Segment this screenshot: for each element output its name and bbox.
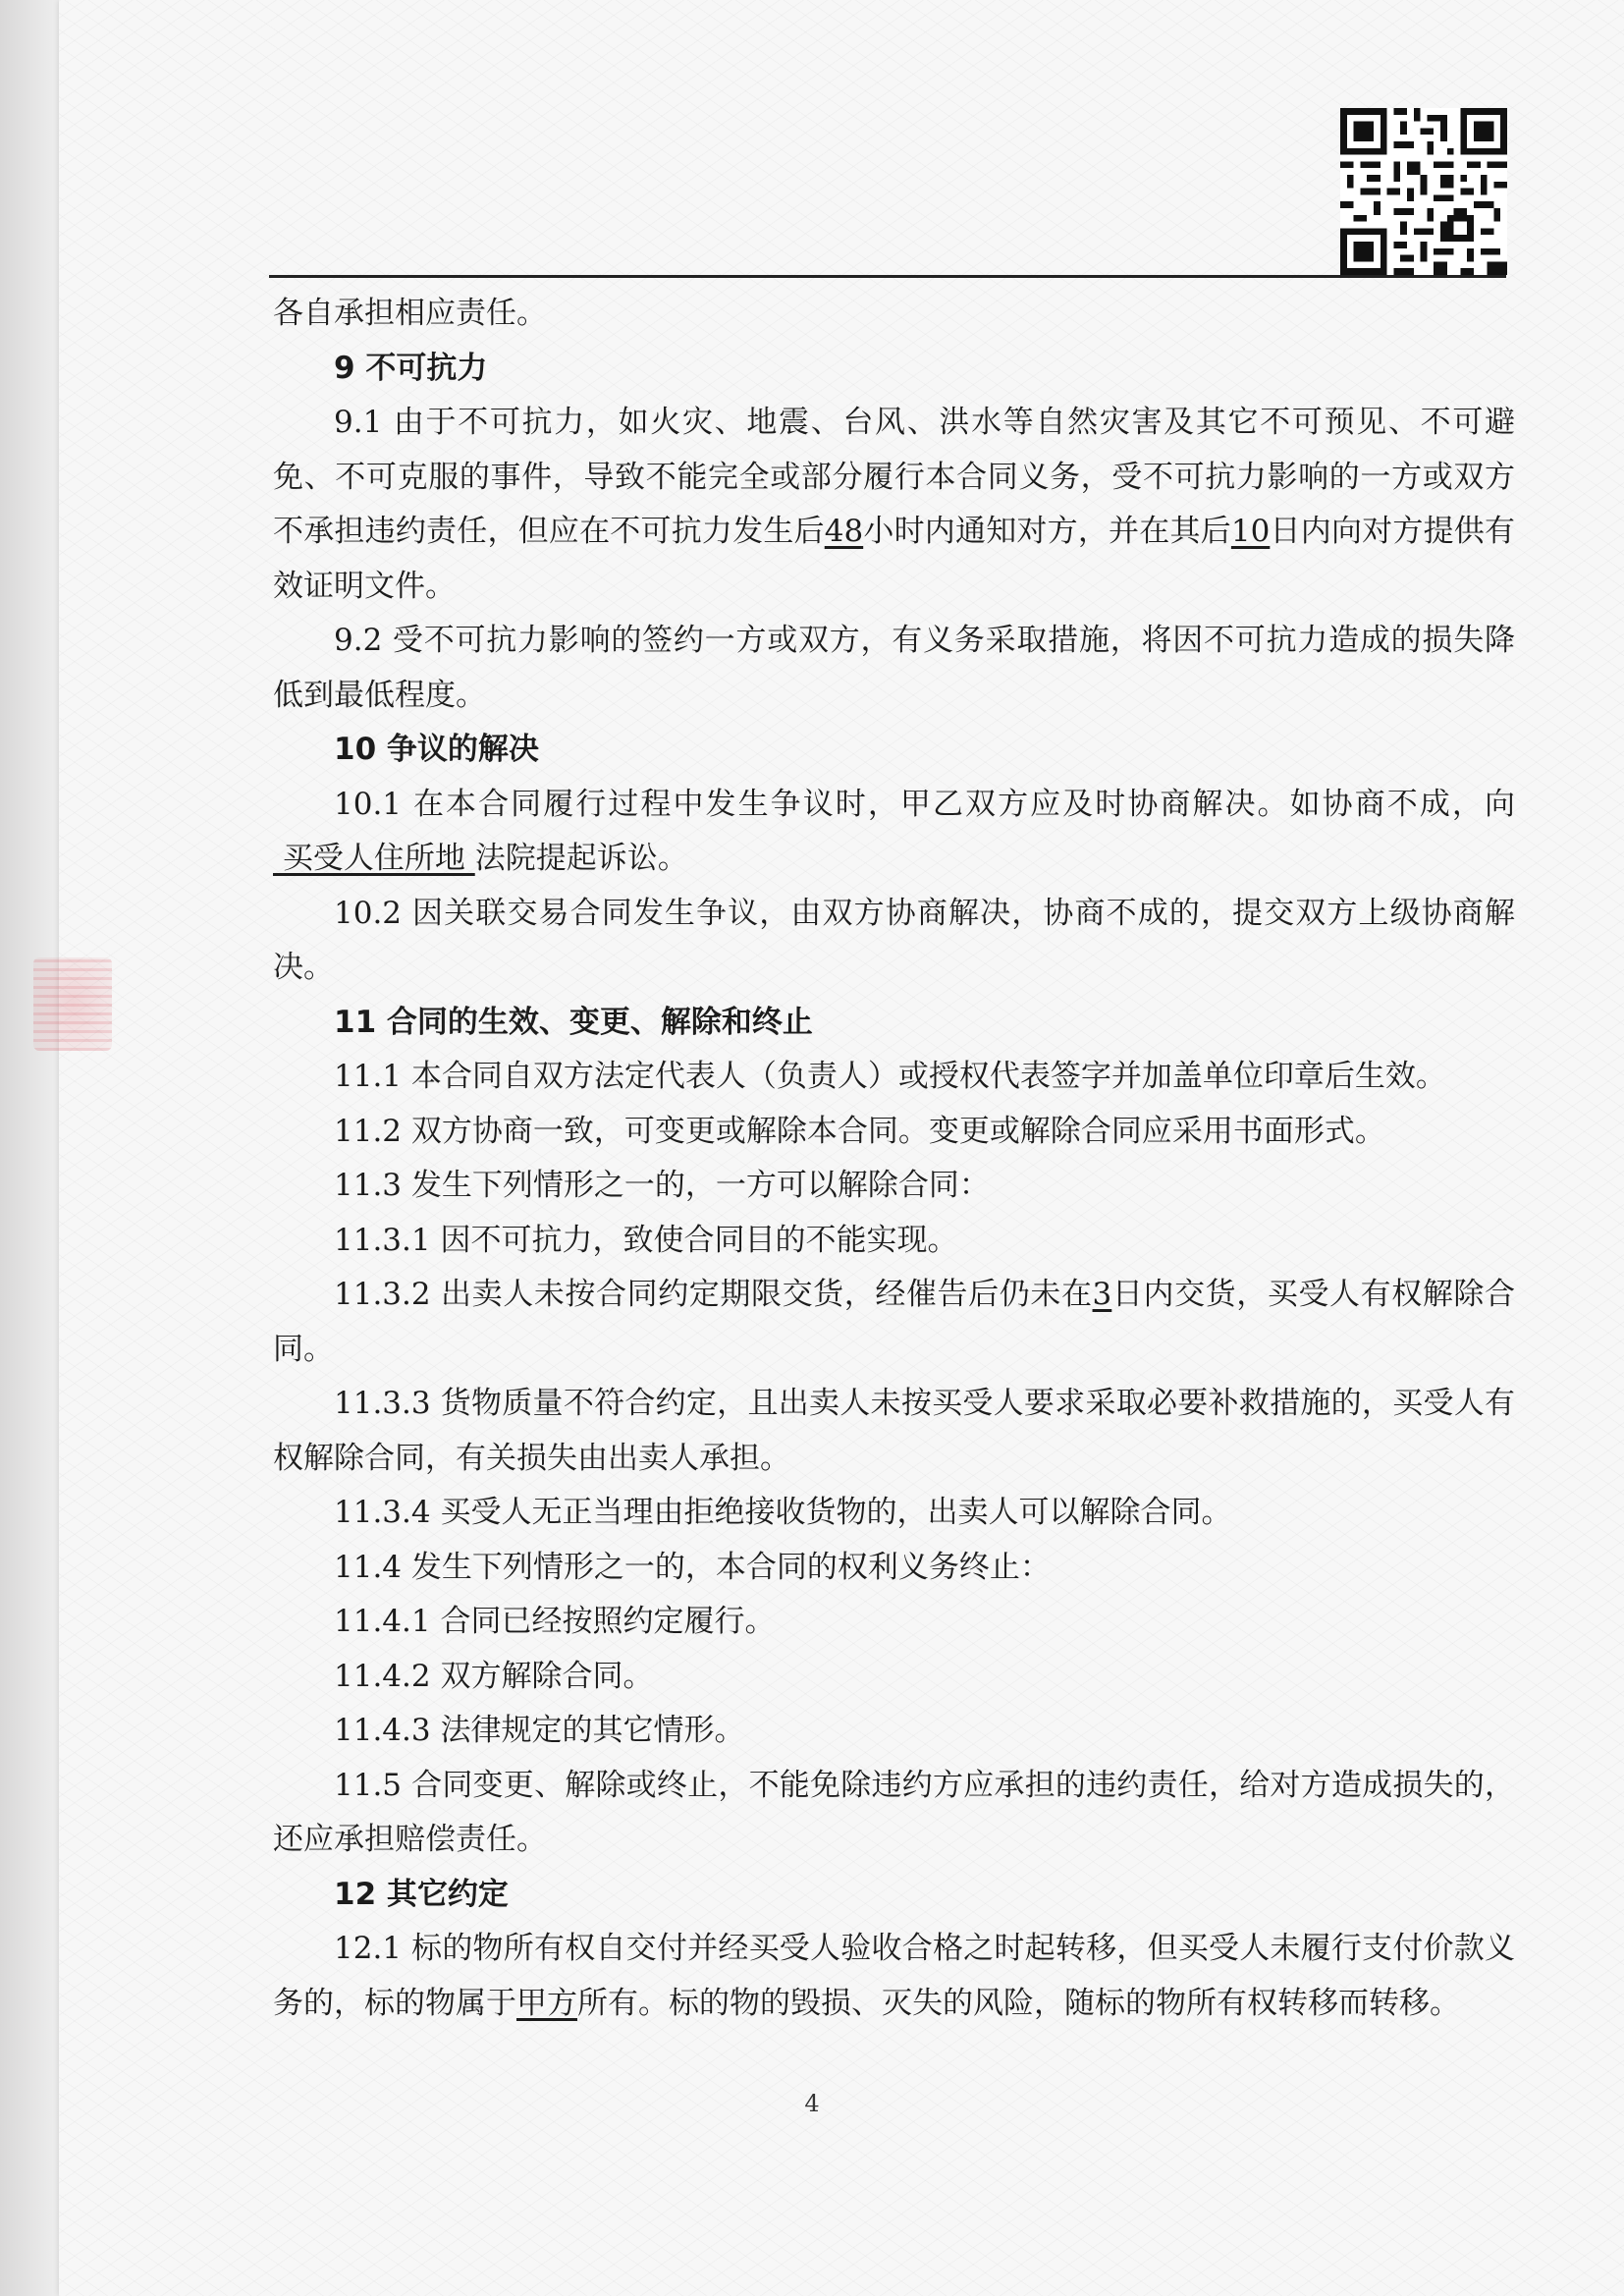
clause-11-3-2-text-a: 11.3.2 出卖人未按合同约定期限交货，经催告后仍未在 bbox=[334, 1277, 1093, 1312]
notice-hours-value: 48 bbox=[824, 514, 864, 549]
owner-party-value: 甲方 bbox=[516, 1985, 577, 2021]
clause-11-2: 11.2 双方协商一致，可变更或解除本合同。变更或解除合同应采用书面形式。 bbox=[334, 1113, 1385, 1149]
page-number: 4 bbox=[804, 2090, 820, 2117]
clause-11-3: 11.3 发生下列情形之一的，一方可以解除合同： bbox=[334, 1168, 990, 1203]
clause-11-3-2-text-b: 日内交货，买受人有权解除合同。 bbox=[273, 1277, 1516, 1367]
scan-left-edge bbox=[0, 0, 59, 2296]
clause-10-1 bbox=[273, 778, 1515, 887]
clause-11-4-2: 11.4.2 双方解除合同。 bbox=[334, 1658, 654, 1694]
clause-9-1-text-a: 9.1 由于不可抗力，如火灾、地震、台风、洪水等自然灾害及其它不可预见、不可避免、不可克服的事件，导致不能完全或部分履行本合同义务，受不可抗力影响的一方或双方不承担违约责任，但应在不可抗力发生后 bbox=[273, 405, 1515, 549]
clause-10-2: 10.2 因关联交易合同发生争议，由双方协商解决，协商不成的，提交双方上级协商解决。 bbox=[273, 895, 1515, 985]
clause-11-3-1: 11.3.1 因不可抗力，致使合同目的不能实现。 bbox=[334, 1222, 958, 1258]
header-rule bbox=[269, 275, 1506, 278]
clause-11-1: 11.1 本合同自双方法定代表人（负责人）或授权代表签字并加盖单位印章后生效。 bbox=[334, 1059, 1446, 1094]
clause-11-3-4: 11.3.4 买受人无正当理由拒绝接收货物的，出卖人可以解除合同。 bbox=[334, 1495, 1232, 1530]
clause-11-4-1: 11.4.1 合同已经按照约定履行。 bbox=[334, 1604, 776, 1639]
clause-10-1-text-b: 法院提起诉讼。 bbox=[474, 841, 688, 876]
document-body bbox=[273, 287, 1515, 2031]
clause-9-2: 9.2 受不可抗力影响的签约一方或双方，有义务采取措施，将因不可抗力造成的损失降低到最低程度。 bbox=[273, 623, 1515, 713]
seal-stamp-edge bbox=[33, 957, 112, 1051]
section-heading-10: 10 争议的解决 bbox=[334, 732, 539, 767]
clause-9-1 bbox=[273, 396, 1515, 614]
clause-12-1-text-a: 12.1 标的物所有权自交付并经买受人验收合格之时起转移，但买受人未履行支付价款义务的，标的物属于 bbox=[273, 1931, 1515, 2021]
delivery-days-value: 3 bbox=[1092, 1277, 1112, 1312]
clause-11-4: 11.4 发生下列情形之一的，本合同的权利义务终止： bbox=[334, 1549, 1051, 1585]
proof-days-value: 10 bbox=[1230, 514, 1271, 549]
clause-9-1-text-b: 小时内通知对方，并在其后 bbox=[863, 514, 1231, 549]
clause-11-3-3: 11.3.3 货物质量不符合约定，且出卖人未按买受人要求采取必要补救措施的，买受人有权解除合同，有关损失由出卖人承担。 bbox=[273, 1386, 1515, 1476]
clause-11-5: 11.5 合同变更、解除或终止，不能免除违约方应承担的违约责任，给对方造成损失的，还应承担赔偿责任。 bbox=[273, 1767, 1515, 1857]
court-location-value: 买受人住所地 bbox=[273, 841, 475, 876]
clause-12-1 bbox=[273, 1922, 1515, 2031]
section-heading-12: 12 其它约定 bbox=[334, 1876, 509, 1912]
clause-9-1-text-c: 日内向对方提供有效证明文件。 bbox=[273, 514, 1516, 604]
clause-12-1-text-b: 所有。标的物的毁损、灭失的风险，随标的物所有权转移而转移。 bbox=[577, 1985, 1460, 2021]
clause-11-4-3: 11.4.3 法律规定的其它情形。 bbox=[334, 1713, 745, 1748]
section-heading-11: 11 合同的生效、变更、解除和终止 bbox=[334, 1004, 813, 1040]
clause-11-3-2 bbox=[273, 1268, 1515, 1377]
paragraph-continuation: 各自承担相应责任。 bbox=[273, 296, 547, 331]
clause-10-1-text-a: 10.1 在本合同履行过程中发生争议时，甲乙双方应及时协商解决。如协商不成，向 bbox=[334, 786, 1515, 822]
section-heading-9: 9 不可抗力 bbox=[334, 350, 488, 386]
qr-code-icon bbox=[1340, 108, 1507, 275]
